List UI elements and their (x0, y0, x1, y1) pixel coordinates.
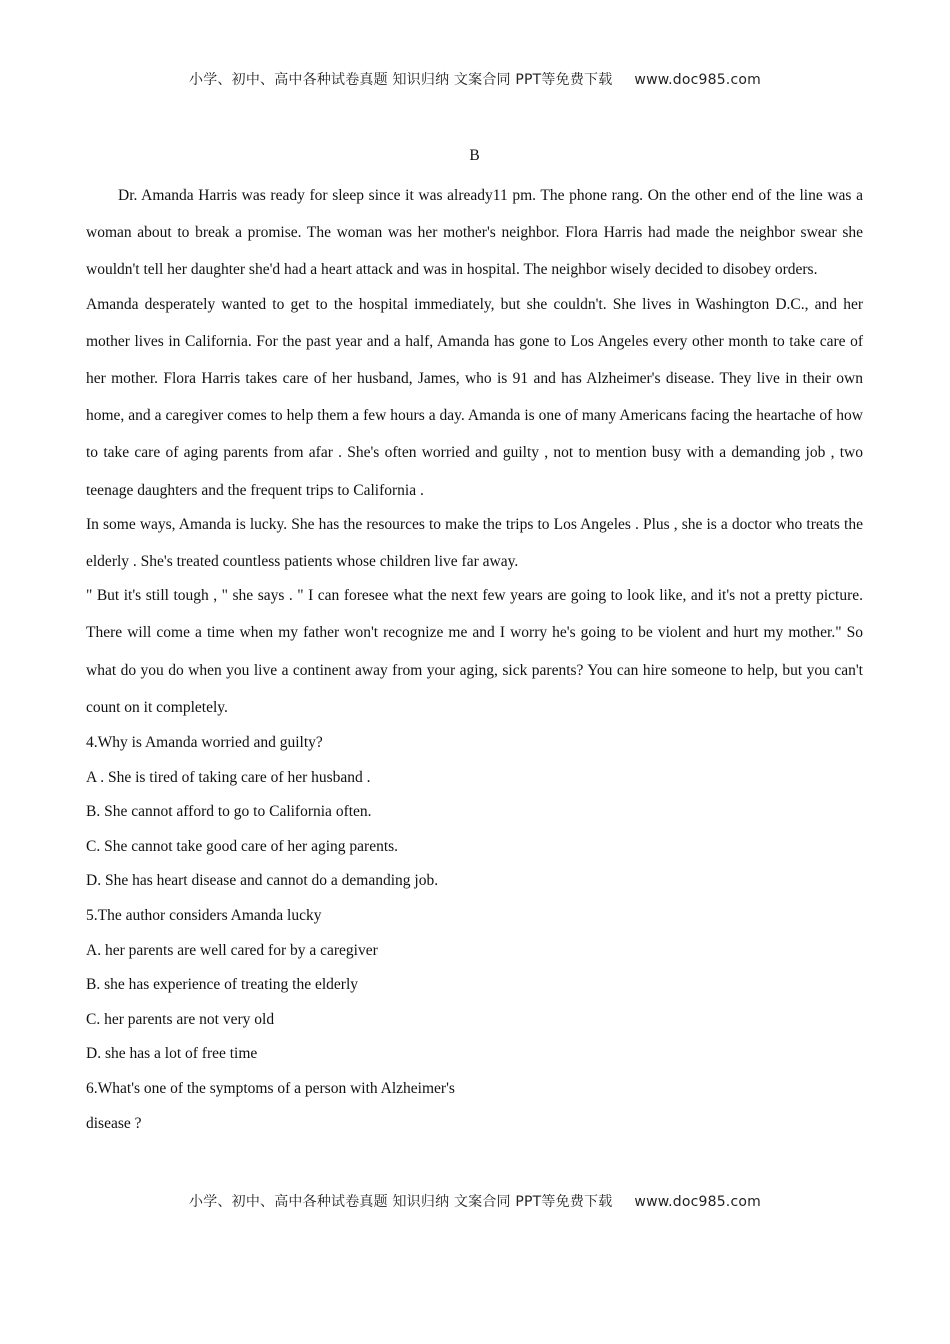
question-stem: 6.What's one of the symptoms of a person with Alzheimer's (86, 1079, 455, 1097)
answer-option: B. she has experience of treating the elderly (86, 976, 358, 994)
header-text: 小学、初中、高中各种试卷真题 知识归纳 文案合同 PPT等免费下载 (189, 72, 613, 88)
answer-option: B. She cannot afford to go to California often. (86, 803, 372, 821)
paragraph: In some ways, Amanda is lucky. She has the resources to make the trips to Los Angeles . Plus , she is a doctor who treats the elderly . She's treated countless patients whose children live far away. (86, 515, 863, 571)
question-stem: 5.The author considers Amanda lucky (86, 907, 322, 925)
paragraph: Dr. Amanda Harris was ready for sleep since it was already11 pm. The phone rang. On the other end of the line was a woman about to break a promise. The woman was her mother's neighbor. Flora Harris had made the neighbor swear she wouldn't tell her daughter she'd had a heart attack and was in hospital. The neighbor wisely decided to disobey orders. (86, 187, 863, 279)
document-body (86, 145, 863, 1141)
answer-option: D. she has a lot of free time (86, 1045, 258, 1063)
footer-site-link[interactable]: www.doc985.com (634, 1194, 761, 1210)
question-stem-continued: disease ? (86, 1114, 142, 1132)
paragraph: " But it's still tough , " she says . " I can foresee what the next few years are going to look like, and it's not a pretty picture. There will come a time when my father won't recognize me and I worry he's going to be violent and hurt my mother." So what do you do when you live a continent away from your aging, sick parents? You can hire someone to help, but you can't count on it completely. (86, 587, 863, 716)
paragraph: Amanda desperately wanted to get to the hospital immediately, but she couldn't. She lives in Washington D.C., and her mother lives in California. For the past year and a half, Amanda has gone to Los Angeles every other month to take care of her mother. Flora Harris takes care of her husband, James, who is 91 and has Alzheimer's disease. They live in their own home, and a caregiver comes to help them a few hours a day. Amanda is one of many Americans facing the heartache of how to take care of aging parents from afar . She's often worried and guilty , not to mention busy with a demanding job , two teenage daughters and the frequent trips to California . (86, 295, 863, 499)
answer-option: C. She cannot take good care of her aging parents. (86, 837, 399, 855)
answer-option: A. her parents are well cared for by a caregiver (86, 941, 378, 959)
answer-option: A . She is tired of taking care of her husband . (86, 768, 371, 786)
page-header (0, 69, 950, 89)
section-title: B (469, 147, 480, 164)
header-site-link[interactable]: www.doc985.com (634, 72, 761, 88)
footer-text: 小学、初中、高中各种试卷真题 知识归纳 文案合同 PPT等免费下载 (189, 1194, 613, 1210)
question-list (86, 726, 863, 1141)
answer-option: C. her parents are not very old (86, 1010, 275, 1028)
page-footer (0, 1191, 950, 1211)
question-stem: 4.Why is Amanda worried and guilty? (86, 734, 323, 752)
answer-option: D. She has heart disease and cannot do a demanding job. (86, 872, 439, 890)
